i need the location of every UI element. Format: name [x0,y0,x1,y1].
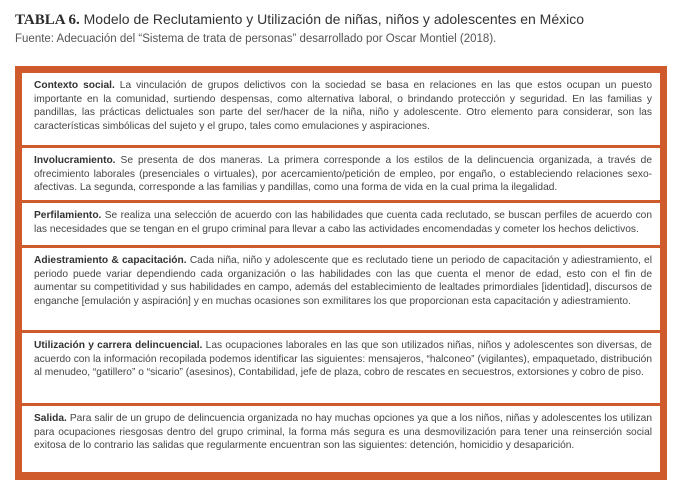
table-row [22,406,660,472]
row-term: Involucramiento. [34,155,121,166]
row-text: Para salir de un grupo de delincuencia organizada no hay muchas opciones ya que a los niños, niñas y adolescentes los utilizan para ocupaciones riesgosas dentro del grupo criminal, la forma más segura es una desmovilización para tener una reinserción social exitosa de lo contrario las salidas que regularmente encuentran son las siguientes: detención, homicidio y desaparición. [34,413,653,452]
row-text: La vinculación de grupos delictivos con la sociedad se basa en relaciones en las que estos ocupan un puesto importante en la comunidad, surtiendo despensas, como alternativa laboral, o brindando protección y seguridad. En las familias y pandillas, las prácticas delictuales son parte del ser/hacer de la niña, niño y adolescente. Otro elemento para considerar, son las características simbólicas del sujeto y el grupo, tales como emulaciones y aspiraciones. [34,80,652,132]
table-source: Fuente: Adecuación del “Sistema de trata de personas” desarrollado por Oscar Montiel (2018). [15,33,497,45]
table-row [22,333,660,403]
table-row [22,73,660,145]
table-row [22,148,660,200]
table-header [15,10,675,47]
row-term: Adiestramiento & capacitación. [34,255,190,266]
row-text: Se presenta de dos maneras. La primera corresponde a los estilos de la delincuencia organizada, a través de ofrecimiento laborales (presenciales o virtuales), por acercamiento/petición de empleo, por engaño, o estableciendo relaciones sexo-afectivas. La segunda, corresponde a las familias y pandillas, como una forma de vida en la cual prima la ilegalidad. [34,155,652,194]
row-term: Perfilamiento. [34,210,105,221]
table-title [15,10,675,29]
model-table [15,66,667,480]
row-text: Se realiza una selección de acuerdo con las habilidades que cuenta cada reclutado, se buscan perfiles de acuerdo con las necesidades que se tengan en el grupo criminal para llevar a cabo las actividades encomendadas y cometer los hechos delictivos. [34,210,652,235]
table-title-text: Modelo de Reclutamiento y Utilización de niñas, niños y adolescentes en México [83,11,585,27]
table-row [22,203,660,245]
table-label: TABLA 6. [15,12,80,28]
row-term: Salida. [34,413,70,424]
row-term: Contexto social. [34,80,120,91]
row-term: Utilización y carrera delincuencial. [34,340,206,351]
table-row [22,248,660,330]
row-text: Las ocupaciones laborales en las que son utilizados niñas, niños y adolescentes son diversas, de acuerdo con la información recopilada podemos identificar las siguientes: mensajeros, “halconeo” (vigilantes), empaquetado, distribución al menudeo, “gatillero” o “sicario” (asesinos), Contabilidad, jefe de plaza, cobro de rescates en secuestros, extorsiones y cobro de piso. [34,340,652,379]
row-text: Cada niña, niño y adolescente que es reclutado tiene un periodo de capacitación y adiestramiento, el periodo puede variar dependiendo cada organización o las habilidades con las que cuenta el menor de edad, esto con el fin de aumentar su competitividad y sus habilidades en campo, además del establecimiento de lealtades primordiales [identidad], discursos de enganche [emulación y aspiración] y en muchas ocasiones son exmilitares los que proporcionan esta capacitación y adiestramiento. [34,255,652,307]
